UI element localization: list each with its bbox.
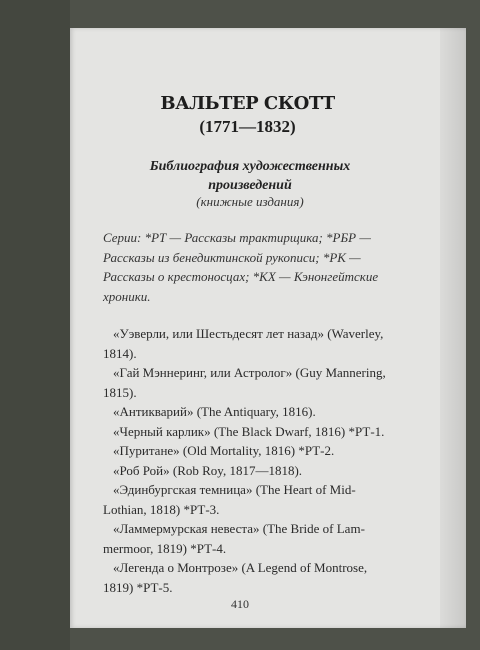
bibliography-entry xyxy=(103,461,408,481)
entry-line: 1814). xyxy=(103,345,137,361)
entry-line: «Ламмермурская невеста» (The Bride of Lam- xyxy=(113,521,365,536)
entry-line: «Эдинбургская темница» (The Heart of Mid- xyxy=(113,482,356,497)
section-title-line-2: произведений xyxy=(208,178,292,193)
bibliography-entry xyxy=(103,441,408,461)
series-line: хроники. xyxy=(103,288,151,304)
author-years: (1771—1832) xyxy=(199,117,296,136)
background-left xyxy=(0,0,70,650)
bibliography-entry xyxy=(103,402,408,422)
entry-line: «Антикварий» (The Antiquary, 1816). xyxy=(113,404,316,419)
entry-line: «Роб Рой» (Rob Roy, 1817—1818). xyxy=(113,462,303,478)
entry-line: «Черный карлик» (The Black Dwarf, 1816) *РТ-1. xyxy=(113,423,385,439)
entry-line: «Легенда о Монтрозе» (A Legend of Montrose, xyxy=(113,560,368,575)
series-line: Рассказы из бенедиктинской рукописи; *РК — xyxy=(103,249,361,265)
entry-line: 1819) *РТ-5. xyxy=(103,579,173,595)
section-note: (книжные издания) xyxy=(196,194,304,209)
series-line: Рассказы о крестоносцах; *КХ — Кэнонгейтские xyxy=(103,269,379,284)
entry-line: Lothian, 1818) *РТ-3. xyxy=(103,501,220,517)
bibliography-entry xyxy=(103,422,408,442)
bibliography-entry xyxy=(103,558,408,597)
bibliography-list xyxy=(103,324,408,597)
author-name: ВАЛЬТЕР СКОТТ xyxy=(160,93,335,114)
entry-line: «Гай Мэннеринг, или Астролог» (Guy Mannering, xyxy=(113,365,386,380)
entry-line: mermoor, 1819) *РТ-4. xyxy=(103,540,227,556)
entry-line: «Уэверли, или Шестьдесят лет назад» (Waverley, xyxy=(113,326,384,341)
bibliography-entry xyxy=(103,324,408,363)
entry-line: 1815). xyxy=(103,384,137,400)
bibliography-entry xyxy=(103,363,408,402)
bibliography-entry xyxy=(103,519,408,558)
section-title xyxy=(110,157,390,195)
page-edge-shadow xyxy=(440,28,466,628)
series-legend xyxy=(103,228,408,306)
section-title-line-1: Библиография художественных xyxy=(149,159,351,174)
page-number: 410 xyxy=(231,597,249,611)
bibliography-entry xyxy=(103,480,408,519)
entry-line: «Пуритане» (Old Mortality, 1816) *РТ-2. xyxy=(113,443,335,458)
series-line: Серии: *РТ — Рассказы трактирщика; *РБР — xyxy=(103,230,371,245)
